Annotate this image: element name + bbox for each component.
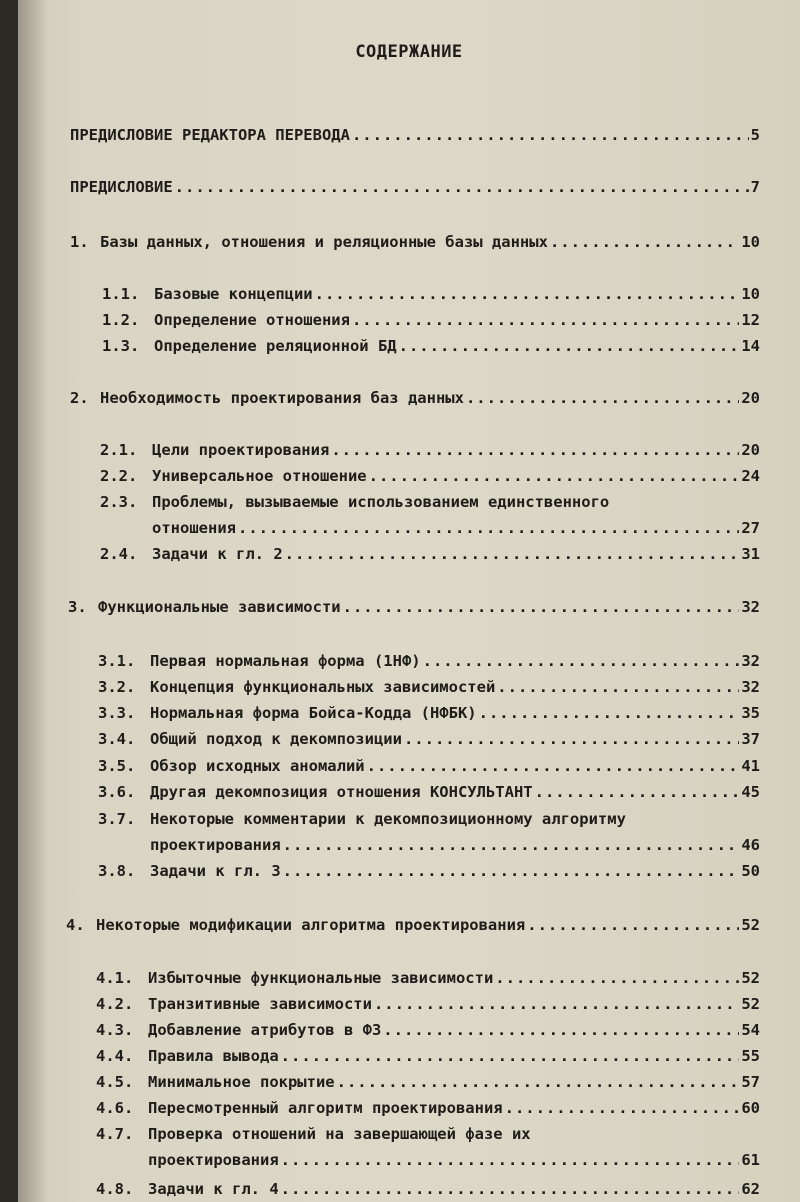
toc-entry: 3.1. Первая нормальная форма (1НФ) ..... 32: [98, 652, 760, 670]
toc-entry: 3.5. Обзор исходных аномалий ..... 41: [98, 757, 760, 775]
toc-entry: 3.8. Задачи к гл. 3 ..... 50: [98, 862, 760, 880]
toc-entry: 4.5. Минимальное покрытие ..... 57: [96, 1073, 760, 1091]
toc-entry-continued: проектирования ..... 61: [148, 1151, 760, 1169]
binding-shadow: [18, 0, 48, 1202]
toc-entry: 4.3. Добавление атрибутов в ФЗ ..... 54: [96, 1021, 760, 1039]
toc-entry-continued: проектирования ..... 46: [150, 836, 760, 854]
toc-entry: 1.2. Определение отношения ..... 12: [102, 311, 760, 329]
toc-entry: 4.2. Транзитивные зависимости ..... 52: [96, 995, 760, 1013]
toc-entry-continued: отношения ..... 27: [152, 519, 760, 537]
toc-chapter: 2. Необходимость проектирования баз данных ..... 20: [70, 389, 760, 407]
toc-entry: 2.4. Задачи к гл. 2 ..... 31: [100, 545, 760, 563]
book-page: [18, 0, 800, 1202]
toc-entry: 3.3. Нормальная форма Бойса-Кодда (НФБК) ..... 35: [98, 704, 760, 722]
toc-entry: 4.8. Задачи к гл. 4 ..... 62: [96, 1180, 760, 1198]
toc-entry: 3.4. Общий подход к декомпозиции ..... 37: [98, 730, 760, 748]
toc-entry: 4.6. Пересмотренный алгоритм проектирования ..... 60: [96, 1099, 760, 1117]
toc-entry: 2.1. Цели проектирования ..... 20: [100, 441, 760, 459]
toc-entry: 4.7. Проверка отношений на завершающей фазе их: [96, 1125, 531, 1143]
page-title: СОДЕРЖАНИЕ: [355, 42, 463, 62]
toc-chapter: 3. Функциональные зависимости ..... 32: [68, 598, 760, 616]
toc-entry: ПРЕДИСЛОВИЕ РЕДАКТОРА ПЕРЕВОДА ..... 5: [70, 126, 760, 144]
toc-chapter: 4. Некоторые модификации алгоритма проектирования ..... 52: [66, 916, 760, 934]
toc-chapter: 1. Базы данных, отношения и реляционные базы данных ..... 10: [70, 233, 760, 251]
toc-entry: 3.7. Некоторые комментарии к декомпозиционному алгоритму: [98, 810, 626, 828]
toc-entry: ПРЕДИСЛОВИЕ ..... 7: [70, 178, 760, 196]
toc-entry: 4.4. Правила вывода ..... 55: [96, 1047, 760, 1065]
toc-entry: 3.2. Концепция функциональных зависимостей ..... 32: [98, 678, 760, 696]
toc-entry: 1.3. Определение реляционной БД ..... 14: [102, 337, 760, 355]
toc-entry: 1.1. Базовые концепции ..... 10: [102, 285, 760, 303]
toc-entry: 4.1. Избыточные функциональные зависимости ..... 52: [96, 969, 760, 987]
toc-entry: 3.6. Другая декомпозиция отношения КОНСУЛЬТАНТ ..... 45: [98, 783, 760, 801]
toc-entry: 2.3. Проблемы, вызываемые использованием единственного: [100, 493, 610, 511]
toc-entry: 2.2. Универсальное отношение ..... 24: [100, 467, 760, 485]
